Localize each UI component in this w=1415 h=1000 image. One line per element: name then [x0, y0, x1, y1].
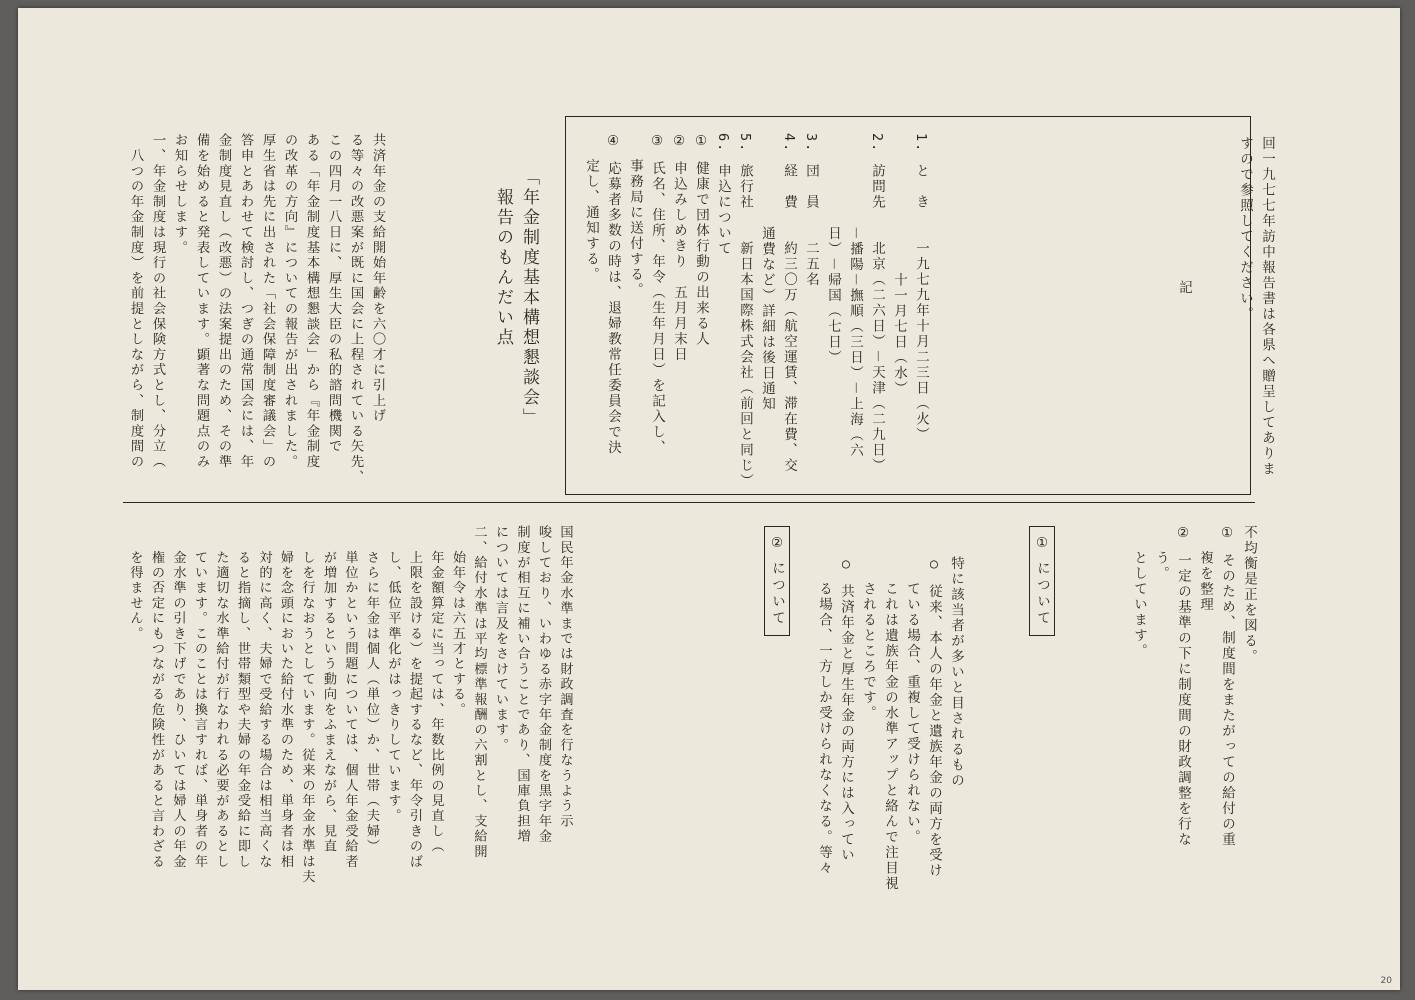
section-divider: [123, 502, 1255, 503]
document-sheet: [18, 8, 1400, 990]
tour-details-list: 1. と き 一九七九年十月二三日（火） 十一月七日（水） 2. 訪問先 北京（二六日）－天津（二九日） －播陽－撫順（三日）－上海（六 日）－帰国（七日） 3. 団 員 二五名 4. 経 費 約三〇万（航空運賃、滞在費、交 通費など）詳細は後日通知 5. 旅行社 新日本国際株式会社（前回と同じ） 6. 申込について ① 健康で団体行動の出来る人 ② 申込みしめきり 五月月末日 ③ 氏名、住所、年令（生年月日）を記入し、 事務局に送付する。 ④ 応募者多数の時は、退婦教常任委員会で決 定し、通知する。: [583, 133, 929, 489]
bottom-part-1: 不均衡是正を図る。 ① そのため、制度間をまたがっての給付の重 複を整理 ② 一定の基準の下に制度間の財政調整を行な う。 としています。: [1131, 525, 1257, 848]
intro-text: 回一九七七年訪中報告書は各県へ贈呈してありま すので参照してください。: [1237, 136, 1275, 477]
page-mark: 20: [1380, 976, 1392, 986]
report-title: 「年金制度基本構想懇談会」 報告のもんだい点: [493, 168, 539, 428]
ki-heading: 記: [1176, 280, 1192, 296]
bottom-part-2: 特に該当者が多いと目されるもの ○ 従来、本人の年金と遺族年金の両方を受け ている場合、重複して受けられない。 これは遺族年金の水準アップと絡んで注目視 されるところです。 ○ 共済年金と厚生年金の両方には入ってい る場合、一方しか受けられなくなる。等々: [816, 556, 964, 892]
report-body: 共済年金の支給開始年齢を六〇才に引上げ る等々の改悪案が既に国会に上程されている矢先、 この四月一八日に、厚生大臣の私的諮問機関で ある「年金制度基本構想懇談会」から『年金制度 の改革の方向』についての報告が出されました。 厚生省は先に出された「社会保障制度審議会」の 答申とあわせて検討し、つぎの通常国会には、年 金制度見直し（改悪）の法案提出のため、その準 備を始めると発表しています。顕著な問題点のみ お知らせします。 一、年金制度は現行の社会保険方式とし、分立（ 八つの年金制度）を前提としながら、制度間の: [128, 133, 385, 485]
section-label-2: ② について: [764, 526, 790, 636]
section-label-1: ① について: [1029, 526, 1055, 636]
bottom-part-3: 国民年金水準までは財政調査を行なうよう示 唆しており、いわゆる赤字年金制度を黒字年金 制度が相互に補い合うことであり、国庫負担増 については言及をさけています。 二、給付水準は平均標準報酬の六割とし、支給開 始年令は六五才とする。 年金額算定に当っては、年数比例の見直し（ 上限を設ける）を提起するなど、年令引きのば し、低位平準化がはっきりしています。 さらに年金は個人（単位）か、世帯（夫婦） 単位かという問題については、個人年金受給者 が増加するという動向をふまえながら、見直 しを行なおうとしています。従来の年金水準は夫 婦を念頭においた給付水準のため、単身者は相 対的に高く、夫婦で受給する場合は相当高くな ると指摘し、世帯類型や夫婦の年金受給に即し た適切な水準給付が行なわれる必要があるとし ています。このことは換言すれば、単身者の年 金水準の引き下げであり、ひいては婦人の年金 権の否定にもつながる危険性があると言わざる を得ません。: [127, 525, 573, 885]
